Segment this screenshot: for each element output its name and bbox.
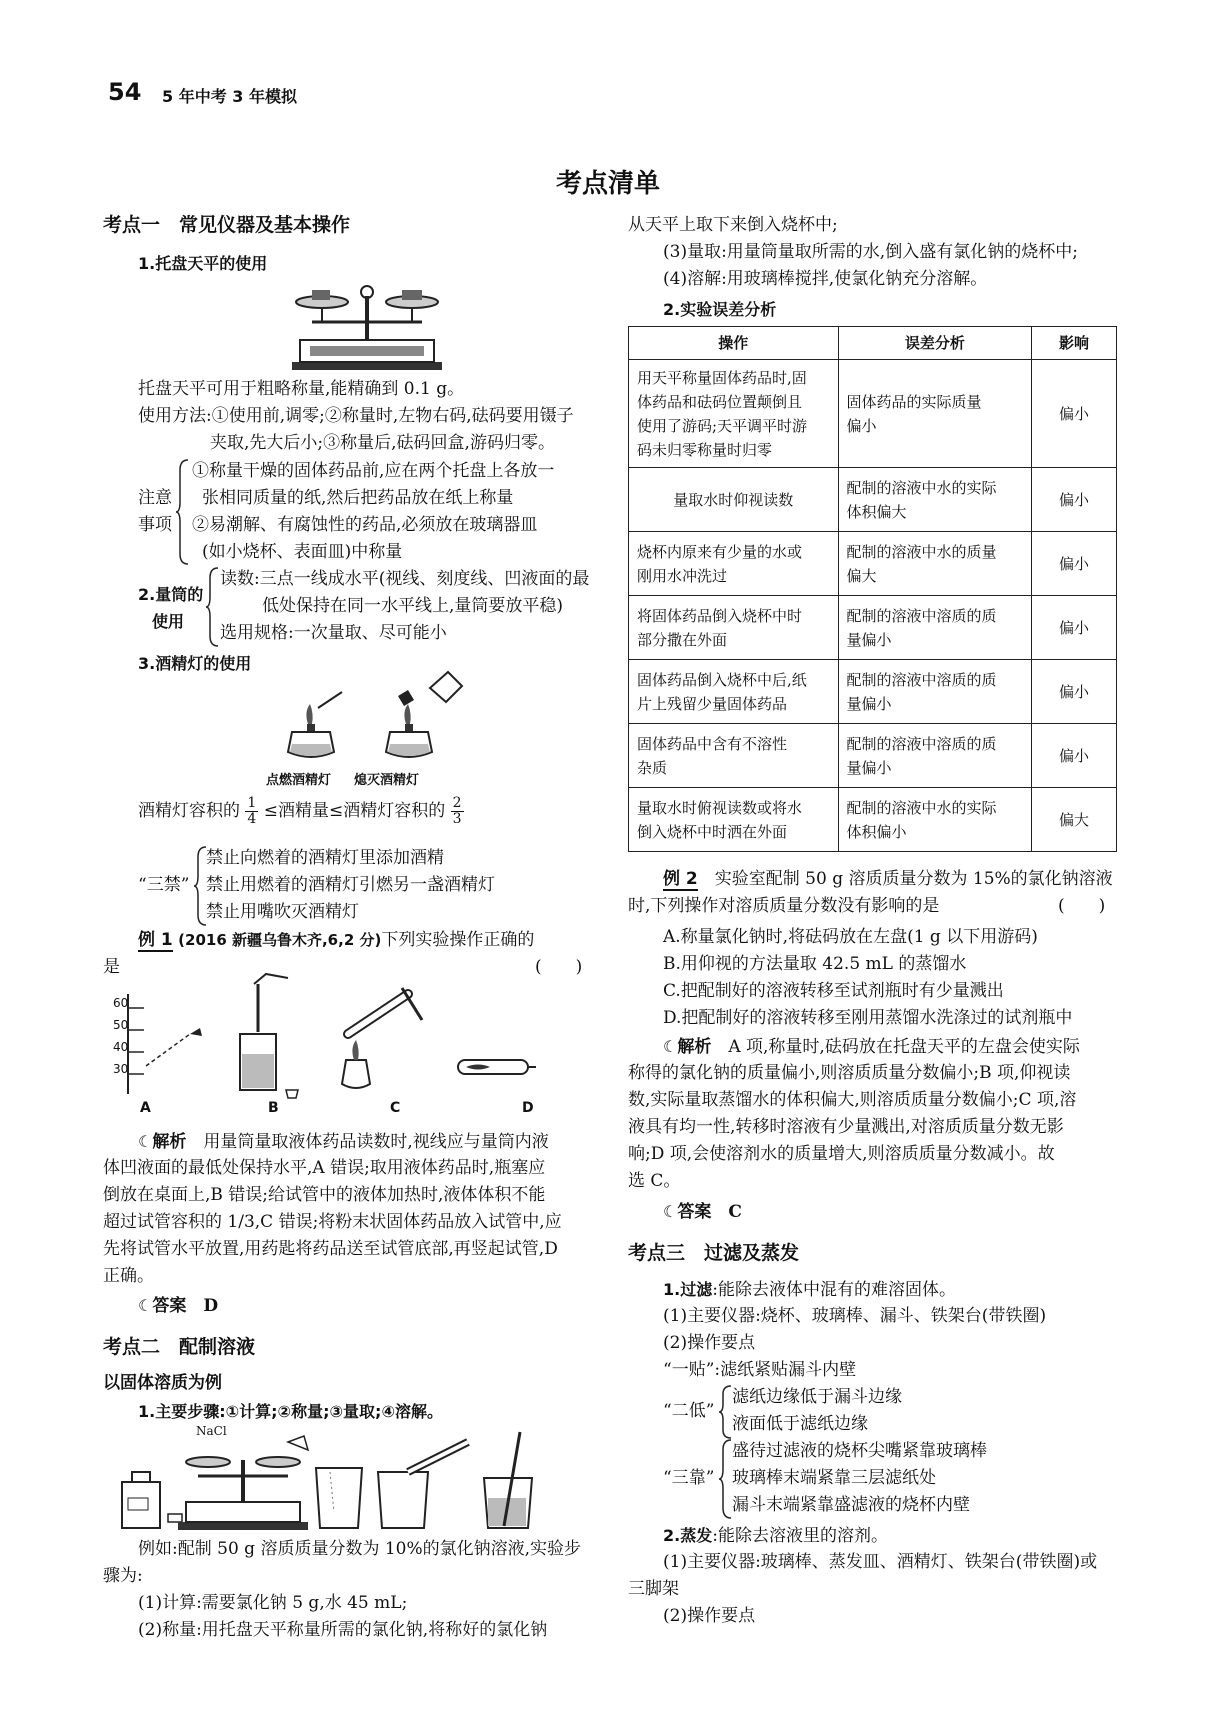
answer-1-value: D xyxy=(203,1296,219,1316)
section-2-step-2: (2)称量:用托盘天平称量所需的氯化钠,将称好的氯化钠 xyxy=(138,1620,548,1640)
example-2-option-c: C.把配制好的溶液转移至试剂瓶时有少量溅出 xyxy=(663,981,1004,1001)
table-header-row xyxy=(629,327,1117,360)
filter-erdi-label: “二低” xyxy=(663,1401,715,1421)
analysis-1-label: 解析 xyxy=(152,1132,187,1152)
example-2-question-2: 时,下列操作对溶质质量分数没有影响的是 xyxy=(628,896,940,916)
table-cell-effect: 偏大 xyxy=(1032,788,1117,852)
subsection-lamp: 3.酒精灯的使用 xyxy=(138,654,252,673)
section-2-steps xyxy=(138,1398,443,1426)
answer-icon: ☾ xyxy=(663,1202,678,1221)
example-1-source: (2016 新疆乌鲁木齐,6,2 分) xyxy=(178,931,382,949)
table-row xyxy=(629,724,1117,788)
notes-item-1b: 张相同质量的纸,然后把药品放在纸上称量 xyxy=(202,488,514,508)
fraction-quarter-den: 4 xyxy=(247,811,257,827)
section-2-step-1: (1)计算:需要氯化钠 5 g,水 45 mL; xyxy=(138,1593,408,1613)
lamp-caption-light: 点燃酒精灯 xyxy=(266,773,332,788)
fraction-two-thirds-den: 3 xyxy=(452,811,462,827)
example-2-question-1 xyxy=(663,866,1113,893)
table-row xyxy=(629,596,1117,660)
notes-item-2b: (如小烧杯、表面皿)中称量 xyxy=(202,542,403,562)
fraction-two-thirds-num: 2 xyxy=(452,795,462,811)
analysis-1-text-1: 用量筒量取液体药品读数时,视线应与量筒内液 xyxy=(203,1132,549,1152)
fig-tick-50: 50 xyxy=(113,1018,129,1032)
table-cell-effect: 偏小 xyxy=(1032,532,1117,596)
solution-prep-illustration xyxy=(118,1432,568,1532)
page-title: 考点清单 xyxy=(556,169,661,199)
table-cell-effect: 偏小 xyxy=(1032,660,1117,724)
sanjin-item-3: 禁止用嘴吹灭酒精灯 xyxy=(206,902,359,922)
cylinder-brace-icon xyxy=(206,566,220,648)
sanjin-label: “三禁” xyxy=(138,875,190,895)
evaporation-instruments-1: (1)主要仪器:玻璃棒、蒸发皿、酒精灯、铁架台(带铁圈)或 xyxy=(663,1552,1098,1572)
section-2-title: 考点二 配制溶液 xyxy=(103,1336,256,1358)
section-2-example-b: 骤为: xyxy=(103,1566,143,1586)
example-2-option-d: D.把配制好的溶液转移至刚用蒸馏水洗涤过的试剂瓶中 xyxy=(663,1008,1073,1028)
filter-erdi-2: 液面低于滤纸边缘 xyxy=(732,1414,868,1434)
table-cell-operation: 量取水时仰视读数 xyxy=(629,468,839,532)
fig-label-b: B xyxy=(268,1100,279,1116)
fraction-quarter xyxy=(245,796,258,827)
notes-label-1: 注意 xyxy=(138,488,172,508)
analysis-1-line-5: 先将试管水平放置,用药匙将药品送至试管底部,再竖起试管,D xyxy=(103,1239,558,1259)
balance-usage-1: 使用方法:①使用前,调零;②称量时,左物右码,砝码要用镊子 xyxy=(138,406,574,426)
table-cell-effect: 偏小 xyxy=(1032,724,1117,788)
section-1-title: 考点一 常见仪器及基本操作 xyxy=(103,214,351,236)
table-cell-analysis: 配制的溶液中溶质的质 量偏小 xyxy=(838,724,1032,788)
example-2-answer-paren: ( ) xyxy=(1058,896,1106,916)
table-cell-operation: 固体药品中含有不溶性 杂质 xyxy=(629,724,839,788)
filter-text: :能除去液体中混有的难溶固体。 xyxy=(712,1280,956,1300)
evaporation-instruments-2: 三脚架 xyxy=(628,1579,679,1599)
section-2-subtitle: 以固体溶质为例 xyxy=(103,1373,222,1393)
analysis-1-line-2: 体凹液面的最低处保持水平,A 错误;取用液体药品时,瓶塞应 xyxy=(103,1158,546,1178)
lamp-volume-text-a: 酒精灯容积的 xyxy=(138,801,240,821)
subsection-balance: 1.托盘天平的使用 xyxy=(138,254,268,273)
analysis-2-text-1: A 项,称量时,砝码放在托盘天平的左盘会使实际 xyxy=(728,1037,1080,1057)
sankao-brace-icon xyxy=(719,1438,733,1520)
fig-label-c: C xyxy=(390,1100,401,1116)
notes-item-1a: ①称量干燥的固体药品前,应在两个托盘上各放一 xyxy=(192,461,555,481)
fig-tick-30: 30 xyxy=(113,1062,129,1076)
fig-tick-60: 60 xyxy=(113,996,129,1010)
balance-illustration xyxy=(292,282,442,370)
cylinder-reading-2: 低处保持在同一水平线上,量筒要放平稳) xyxy=(262,596,564,616)
table-cell-analysis: 配制的溶液中水的实际 体积偏大 xyxy=(838,468,1032,532)
sanjin-item-2: 禁止用燃着的酒精灯引燃另一盏酒精灯 xyxy=(206,875,495,895)
table-cell-operation: 烧杯内原来有少量的水或 刚用水冲洗过 xyxy=(629,532,839,596)
analysis-1-line-1 xyxy=(138,1128,549,1156)
example-2-text-1: 实验室配制 50 g 溶质质量分数为 15%的氯化钠溶液 xyxy=(714,869,1113,889)
filter-sankao-1: 盛待过滤液的烧杯尖嘴紧靠玻璃棒 xyxy=(732,1441,987,1461)
table-cell-analysis: 配制的溶液中溶质的质 量偏小 xyxy=(838,660,1032,724)
notes-brace-icon xyxy=(176,458,190,566)
fig-label-d: D xyxy=(522,1100,534,1116)
notes-label-2: 事项 xyxy=(138,515,172,535)
table-row xyxy=(629,468,1117,532)
cylinder-reading-1: 读数:三点一线成水平(视线、刻度线、凹液面的最 xyxy=(220,569,590,589)
page-number: 54 xyxy=(108,78,142,106)
answer-1-label: 答案 xyxy=(152,1296,187,1316)
filter-yitie: “一贴”:滤纸紧贴漏斗内壁 xyxy=(663,1360,857,1380)
example-1-figure xyxy=(118,984,598,1104)
table-row xyxy=(629,360,1117,468)
fraction-quarter-num: 1 xyxy=(247,795,257,811)
analysis-2-line-5: 响;D 项,会使溶剂水的质量增大,则溶质质量分数减小。故 xyxy=(628,1144,1055,1164)
table-row xyxy=(629,660,1117,724)
evaporation-definition xyxy=(663,1522,888,1550)
subsection-error-analysis: 2.实验误差分析 xyxy=(663,300,777,319)
example-1-label: 例 1 xyxy=(138,930,173,950)
filter-erdi-1: 滤纸边缘低于漏斗边缘 xyxy=(732,1387,902,1407)
table-cell-operation: 用天平称量固体药品时,固 体药品和砝码位置颠倒且 使用了游码;天平调平时游 码未归零称量时归零 xyxy=(629,360,839,468)
cylinder-label-1: 2.量筒的 xyxy=(138,585,204,604)
table-header-operation: 操作 xyxy=(629,327,839,360)
table-cell-operation: 固体药品倒入烧杯中后,纸 片上残留少量固体药品 xyxy=(629,660,839,724)
right-line-1: 从天平上取下来倒入烧杯中; xyxy=(628,215,838,235)
analysis-icon: ☾ xyxy=(663,1037,678,1056)
example-2-option-b: B.用仰视的方法量取 42.5 mL 的蒸馏水 xyxy=(663,954,967,974)
table-cell-effect: 偏小 xyxy=(1032,468,1117,532)
notes-item-2a: ②易潮解、有腐蚀性的药品,必须放在玻璃器皿 xyxy=(192,515,538,535)
analysis-2-line-2: 称得的氯化钠的质量偏小,则溶质质量分数偏小;B 项,仰视读 xyxy=(628,1063,1071,1083)
evaporation-label: 2.蒸发 xyxy=(663,1526,713,1545)
right-line-3: (4)溶解:用玻璃棒搅拌,使氯化钠充分溶解。 xyxy=(663,269,988,289)
section-2-steps-text: 1.主要步骤:①计算;②称量;③量取;④溶解。 xyxy=(138,1402,443,1421)
analysis-2-line-6: 选 C。 xyxy=(628,1171,681,1191)
answer-2-value: C xyxy=(728,1202,742,1222)
section-3-title: 考点三 过滤及蒸发 xyxy=(628,1242,800,1264)
evaporation-text: :能除去溶液里的溶剂。 xyxy=(712,1526,888,1546)
cylinder-spec: 选用规格:一次量取、尽可能小 xyxy=(220,623,447,643)
analysis-2-label: 解析 xyxy=(677,1037,712,1057)
sanjin-item-1: 禁止向燃着的酒精灯里添加酒精 xyxy=(206,848,444,868)
lamp-volume-rule xyxy=(138,796,464,827)
filter-label: 1.过滤 xyxy=(663,1280,713,1299)
table-cell-effect: 偏小 xyxy=(1032,360,1117,468)
table-cell-analysis: 固体药品的实际质量 偏小 xyxy=(838,360,1032,468)
analysis-1-line-3: 倒放在桌面上,B 错误;给试管中的液体加热时,液体体积不能 xyxy=(103,1185,546,1205)
analysis-1-line-6: 正确。 xyxy=(103,1266,154,1286)
lamp-caption-extinguish: 熄灭酒精灯 xyxy=(354,773,420,788)
alcohol-lamp-illustration xyxy=(280,668,470,768)
example-1-text: 下列实验操作正确的 xyxy=(381,930,535,950)
answer-2-label: 答案 xyxy=(677,1202,712,1222)
filter-sankao-label: “三靠” xyxy=(663,1468,715,1488)
filter-instruments: (1)主要仪器:烧杯、玻璃棒、漏斗、铁架台(带铁圈) xyxy=(663,1306,1047,1326)
example-1-answer-paren: ( ) xyxy=(535,957,583,977)
table-row xyxy=(629,532,1117,596)
erdi-brace-icon xyxy=(719,1384,733,1440)
book-title: 5 年中考 3 年模拟 xyxy=(162,87,297,106)
filter-definition xyxy=(663,1276,956,1304)
table-cell-analysis: 配制的溶液中水的质量 偏大 xyxy=(838,532,1032,596)
analysis-1-line-4: 超过试管容积的 1/3,C 错误;将粉末状固体药品放入试管中,应 xyxy=(103,1212,562,1232)
table-cell-analysis: 配制的溶液中溶质的质 量偏小 xyxy=(838,596,1032,660)
table-cell-operation: 量取水时俯视读数或将水 倒入烧杯中时洒在外面 xyxy=(629,788,839,852)
filter-sankao-2: 玻璃棒末端紧靠三层滤纸处 xyxy=(732,1468,936,1488)
analysis-2-line-1 xyxy=(663,1033,1080,1061)
example-1-question xyxy=(138,927,534,954)
analysis-icon: ☾ xyxy=(138,1132,153,1151)
example-1-question-end: 是 xyxy=(103,957,120,977)
error-analysis-table xyxy=(628,326,1117,852)
table-cell-analysis: 配制的溶液中水的实际 体积偏小 xyxy=(838,788,1032,852)
example-2-label: 例 2 xyxy=(663,869,698,889)
answer-2 xyxy=(663,1198,742,1226)
fig-label-a: A xyxy=(140,1100,151,1116)
table-cell-operation: 将固体药品倒入烧杯中时 部分撒在外面 xyxy=(629,596,839,660)
lamp-volume-text-b: ≤酒精量≤酒精灯容积的 xyxy=(263,801,446,821)
fraction-two-thirds xyxy=(451,796,464,827)
answer-icon: ☾ xyxy=(138,1296,153,1315)
table-header-effect: 影响 xyxy=(1032,327,1117,360)
right-line-2: (3)量取:用量筒量取所需的水,倒入盛有氯化钠的烧杯中; xyxy=(663,242,1078,262)
filter-key-points: (2)操作要点 xyxy=(663,1333,756,1353)
example-2-option-a: A.称量氯化钠时,将砝码放在左盘(1 g 以下用游码) xyxy=(663,927,1038,947)
table-row xyxy=(629,788,1117,852)
balance-usage-2: 夹取,先大后小;③称量后,砝码回盒,游码归零。 xyxy=(210,433,555,453)
evaporation-key-points: (2)操作要点 xyxy=(663,1606,756,1626)
analysis-2-line-3: 数,实际量取蒸馏水的体积偏大,则溶质质量分数偏小;C 项,溶 xyxy=(628,1090,1077,1110)
table-header-analysis: 误差分析 xyxy=(838,327,1032,360)
nacl-label: NaCl xyxy=(196,1424,227,1438)
answer-1 xyxy=(138,1292,218,1320)
section-2-example-a: 例如:配制 50 g 溶质质量分数为 10%的氯化钠溶液,实验步 xyxy=(138,1539,582,1559)
fig-tick-40: 40 xyxy=(113,1040,129,1054)
table-cell-effect: 偏小 xyxy=(1032,596,1117,660)
balance-precision: 托盘天平可用于粗略称量,能精确到 0.1 g。 xyxy=(138,379,465,399)
cylinder-label-2: 使用 xyxy=(152,612,185,631)
filter-sankao-3: 漏斗末端紧靠盛滤液的烧杯内壁 xyxy=(732,1495,970,1515)
analysis-2-line-4: 液具有均一性,转移时溶液有少量溅出,对溶质质量分数无影 xyxy=(628,1117,1064,1137)
